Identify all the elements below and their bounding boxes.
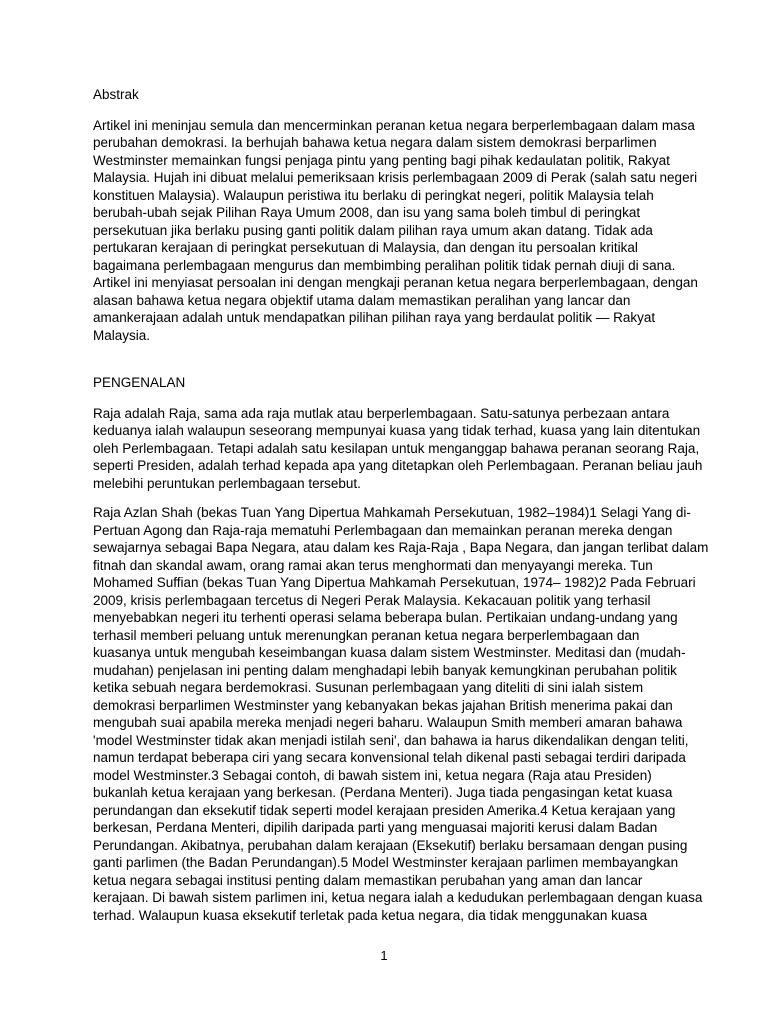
introduction-paragraph-1 xyxy=(93,405,703,493)
introduction-heading: PENGENALAN xyxy=(93,375,186,390)
text-line: persekutuan jika berlaku pusing ganti politik dalam pilihan raya umum akan datang. Tidak ada xyxy=(93,222,653,238)
text-line: ganti parlimen (the Badan Perundangan).5 Model Westminster kerajaan parlimen membayangkan xyxy=(93,855,679,870)
text-line: Perundangan. Akibatnya, perubahan dalam kerajaan (Eksekutif) berlaku bersamaan dengan pusing xyxy=(93,837,688,853)
text-line: Artikel ini meninjau semula dan mencerminkan peranan ketua negara berperlembagaan dalam masa xyxy=(93,117,695,133)
text-line: Malaysia. Hujah ini dibuat melalui pemeriksaan krisis perlembagaan 2009 di Perak (salah satu negeri xyxy=(93,170,698,185)
text-line: namun terdapat beberapa ciri yang secara konvensional telah dikenal pasti sebagai terdiri daripada xyxy=(93,750,686,765)
text-line: ketika sebuah negara berdemokrasi. Susunan perlembagaan yang diteliti di sini ialah sistem xyxy=(93,680,644,695)
text-line: terhasil memberi peluang untuk merenungkan peranan ketua negara berperlembagaan dan xyxy=(93,627,640,643)
text-line: perundangan dan eksekutif tidak seperti model kerajaan presiden Amerika.4 Ketua kerajaan yang xyxy=(93,802,676,818)
text-line: bagaimana perlembagaan mengurus dan membimbing peralihan politik tidak pernah diuji di sana. xyxy=(93,257,676,273)
text-line: perubahan demokrasi. Ia berhujah bahawa ketua negara dalam sistem demokrasi berparlimen xyxy=(93,135,657,150)
text-line: Malaysia. xyxy=(93,327,151,343)
section-spacer xyxy=(93,356,683,374)
text-line: Artikel ini menyiasat persoalan ini dengan mengkaji peranan ketua negara berperlembagaan, dengan xyxy=(93,275,698,290)
text-line: demokrasi berparlimen Westminster yang kebanyakan bekas jajahan British menerima pakai dan xyxy=(93,697,673,713)
page-content xyxy=(93,86,709,936)
text-line: kerajaan. Di bawah sistem parlimen ini, ketua negara ialah a kedudukan perlembagaan dengan kuasa xyxy=(93,890,703,905)
text-line: Pertuan Agong dan Raja-raja mematuhi Perlembagaan dan memainkan peranan mereka dengan xyxy=(93,522,673,538)
text-line: berkesan, Perdana Menteri, dipilih daripada parti yang menguasai majoriti kerusi dalam Badan xyxy=(93,820,658,835)
text-line: Westminster memainkan fungsi penjaga pintu yang penting bagi pihak kedaulatan politik, Rakyat xyxy=(93,152,670,168)
text-line: seperti Presiden, adalah terhad kepada apa yang ditetapkan oleh Perlembagaan. Peranan beliau jauh xyxy=(93,458,703,473)
page-number: 1 xyxy=(380,948,388,963)
text-line: konstituen Malaysia). Walaupun peristiwa itu berlaku di peringkat negeri, politik Malaysia telah xyxy=(93,187,654,203)
text-line: pertukaran kerajaan di peringkat persekutuan di Malaysia, dan dengan itu persoalan kritikal xyxy=(93,240,638,255)
introduction-paragraph-2 xyxy=(93,504,709,924)
text-line: mudahan) penjelasan ini penting dalam menghadapi lebih banyak kemungkinan perubahan politik xyxy=(93,662,677,678)
text-line: kuasanya untuk mengubah keseimbangan kuasa dalam sistem Westminster. Meditasi dan (mudah- xyxy=(93,645,686,660)
text-line: fitnah dan skandal awam, orang ramai akan terus menghormati dan menyayangi mereka. Tun xyxy=(93,557,653,573)
text-line: alasan bahawa ketua negara objektif utama dalam memastikan peralihan yang lancar dan xyxy=(93,292,631,308)
text-line: Mohamed Suffian (bekas Tuan Yang Dipertua Mahkamah Persekutuan, 1974– 1982)2 Pada Februari xyxy=(93,575,696,590)
text-line: oleh Perlembagaan. Tetapi adalah satu kesilapan untuk menganggap bahawa peranan seorang Raja, xyxy=(93,440,700,456)
text-line: mengubah suai apabila mereka menjadi negeri baharu. Walaupun Smith memberi amaran bahawa xyxy=(93,715,683,730)
text-line: amankerajaan adalah untuk mendapatkan pilihan pilihan raya yang berdaulat politik — Rakyat xyxy=(93,310,656,325)
abstract-heading: Abstrak xyxy=(93,87,139,102)
text-line: melebihi peruntukan perlembagaan tersebut. xyxy=(93,475,361,491)
text-line: bukanlah ketua kerajaan yang berkesan. (Perdana Menteri). Juga tiada pengasingan ketat kuasa xyxy=(93,785,673,800)
text-line: model Westminster.3 Sebagai contoh, di bawah sistem ini, ketua negara (Raja atau Presiden) xyxy=(93,767,652,783)
text-line: 2009, krisis perlembagaan tercetus di Negeri Perak Malaysia. Kekacauan politik yang terhasil xyxy=(93,592,651,608)
text-line: berubah-ubah sejak Pilihan Raya Umum 2008, dan isu yang sama boleh timbul di peringkat xyxy=(93,205,641,220)
text-line: menyebabkan negeri itu terhenti operasi selama beberapa bulan. Pertikaian undang-undang yang xyxy=(93,610,678,625)
abstract-paragraph xyxy=(93,117,698,345)
text-line: terhad. Walaupun kuasa eksekutif terletak pada ketua negara, dia tidak menggunakan kuasa xyxy=(93,907,648,923)
text-line: sewajarnya sebagai Bapa Negara, atau dalam kes Raja-Raja , Bapa Negara, dan jangan terlibat dalam xyxy=(93,540,709,555)
text-line: keduanya ialah walaupun seseorang mempunyai kuasa yang tidak terhad, kuasa yang lain ditentukan xyxy=(93,423,701,438)
text-line: 'model Westminster tidak akan menjadi istilah seni', dan bahawa ia harus dikendalikan dengan teliti, xyxy=(93,732,689,748)
text-line: ketua negara sebagai institusi penting dalam memastikan perubahan yang aman dan lancar xyxy=(93,872,643,888)
text-line: Raja Azlan Shah (bekas Tuan Yang Dipertua Mahkamah Persekutuan, 1982–1984)1 Selagi Yang di- xyxy=(93,505,691,520)
text-line: Raja adalah Raja, sama ada raja mutlak atau berperlembagaan. Satu-satunya perbezaan antara xyxy=(93,405,670,421)
